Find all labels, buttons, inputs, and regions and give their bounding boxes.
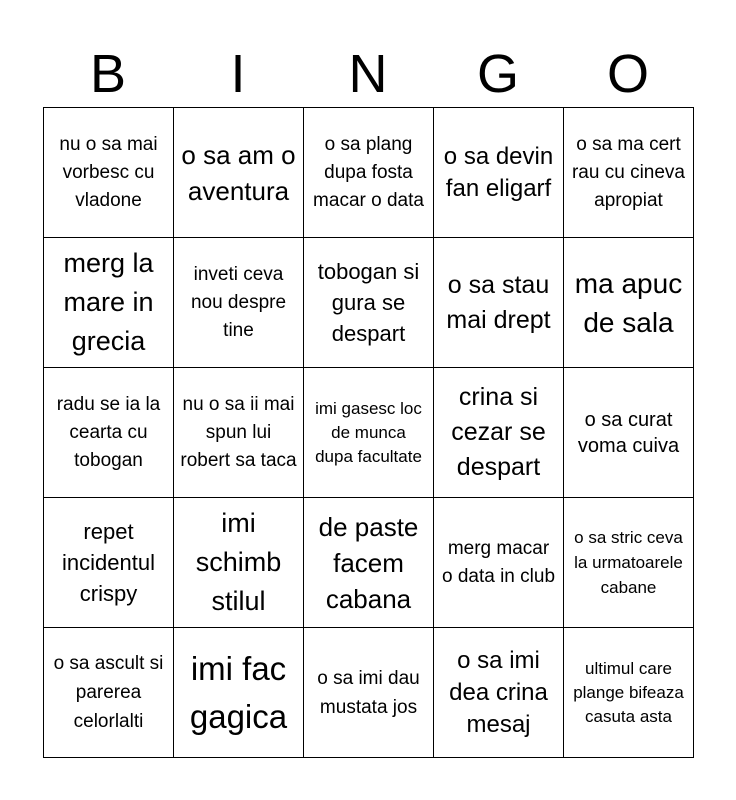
- bingo-cell[interactable]: radu se ia la cearta cu tobogan: [44, 368, 174, 498]
- bingo-cell[interactable]: o sa devin fan eligarf: [434, 108, 564, 238]
- board-row: [44, 628, 694, 758]
- header-letter-o: O: [606, 44, 649, 104]
- bingo-cell[interactable]: repet incidentul crispy: [44, 498, 174, 628]
- bingo-cell[interactable]: merg la mare in grecia: [44, 238, 174, 368]
- bingo-cell[interactable]: imi fac gagica: [174, 628, 304, 758]
- board-row: [44, 238, 694, 368]
- bingo-board: [43, 107, 694, 758]
- bingo-cell[interactable]: nu o sa ii mai spun lui robert sa taca: [174, 368, 304, 498]
- bingo-cell[interactable]: o sa plang dupa fosta macar o data: [304, 108, 434, 238]
- bingo-cell[interactable]: o sa ma cert rau cu cineva apropiat: [564, 108, 694, 238]
- bingo-cell[interactable]: o sa imi dau mustata jos: [304, 628, 434, 758]
- bingo-cell[interactable]: o sa ascult si parerea celorlalti: [44, 628, 174, 758]
- bingo-cell[interactable]: imi schimb stilul: [174, 498, 304, 628]
- bingo-cell[interactable]: o sa stau mai drept: [434, 238, 564, 368]
- bingo-cell[interactable]: crina si cezar se despart: [434, 368, 564, 498]
- bingo-cell[interactable]: o sa am o aventura: [174, 108, 304, 238]
- bingo-cell[interactable]: de paste facem cabana: [304, 498, 434, 628]
- bingo-cell[interactable]: o sa stric ceva la urmatoarele cabane: [564, 498, 694, 628]
- bingo-cell[interactable]: ma apuc de sala: [564, 238, 694, 368]
- header-letter-b: B: [89, 44, 127, 104]
- board-row: [44, 368, 694, 498]
- board-row: [44, 498, 694, 628]
- bingo-cell[interactable]: o sa imi dea crina mesaj: [434, 628, 564, 758]
- bingo-cell[interactable]: tobogan si gura se despart: [304, 238, 434, 368]
- board-row: [44, 108, 694, 238]
- header-letter-i: I: [230, 44, 246, 104]
- bingo-cell[interactable]: merg macar o data in club: [434, 498, 564, 628]
- header-letter-g: G: [476, 44, 519, 104]
- bingo-header: [43, 40, 693, 108]
- header-letter-n: N: [348, 44, 388, 104]
- bingo-cell[interactable]: nu o sa mai vorbesc cu vladone: [44, 108, 174, 238]
- bingo-cell[interactable]: imi gasesc loc de munca dupa facultate: [304, 368, 434, 498]
- bingo-cell[interactable]: inveti ceva nou despre tine: [174, 238, 304, 368]
- bingo-cell[interactable]: o sa curat voma cuiva: [564, 368, 694, 498]
- bingo-cell[interactable]: ultimul care plange bifeaza casuta asta: [564, 628, 694, 758]
